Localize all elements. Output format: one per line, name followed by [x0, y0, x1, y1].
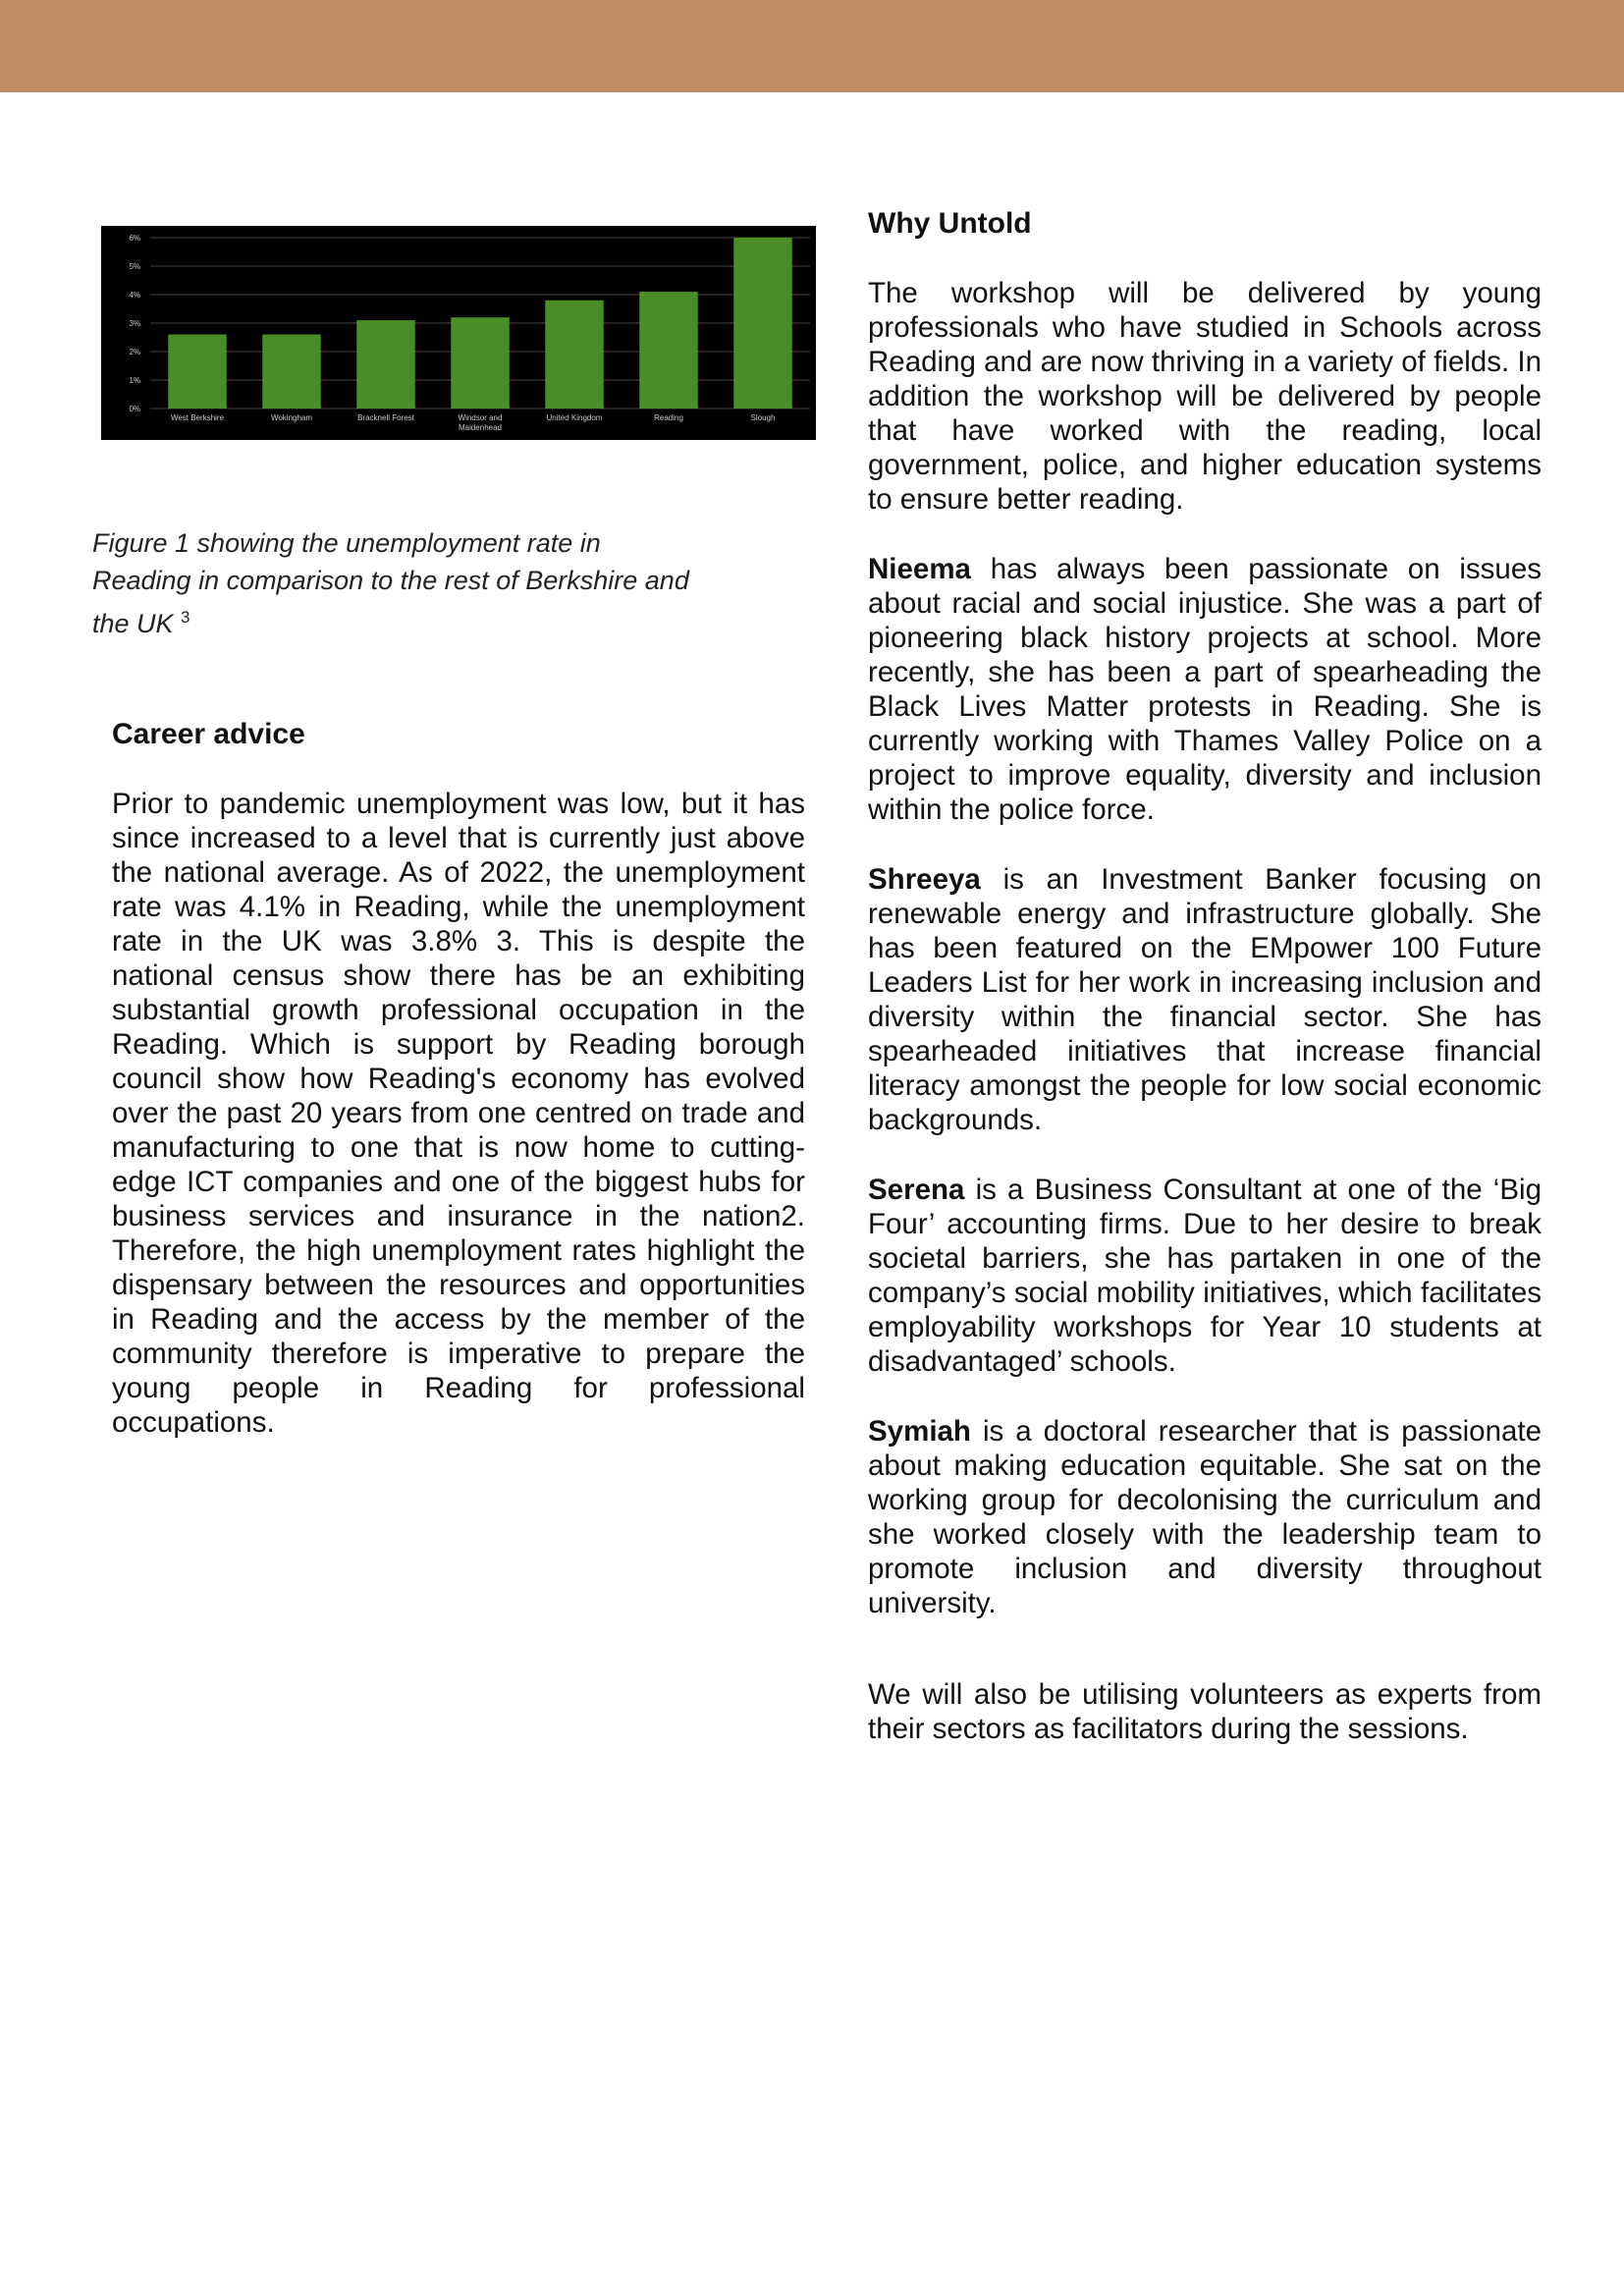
- why-untold-section: [868, 206, 1542, 1746]
- profile-shreeya: [868, 862, 1542, 1137]
- bar: [733, 238, 792, 409]
- x-tick-label: Windsor and: [458, 413, 503, 422]
- y-tick-label: 0%: [129, 405, 140, 413]
- x-tick-label: West Berkshire: [170, 413, 225, 422]
- y-tick-label: 5%: [129, 262, 140, 271]
- caption-line-1: Figure 1 showing the unemployment rate in: [92, 528, 601, 558]
- x-tick-label: Reading: [654, 413, 683, 422]
- x-tick-label: Slough: [750, 413, 776, 422]
- caption-line-2: Reading in comparison to the rest of Berkshire and: [92, 566, 689, 595]
- y-tick-label: 6%: [129, 234, 140, 243]
- figure-caption: [92, 524, 780, 642]
- y-tick-label: 2%: [129, 348, 140, 356]
- career-advice-body: Prior to pandemic unemployment was low, but it has since increased to a level that is currently just above the national average. As of 2022, the unemployment rate was 4.1% in Reading, while the unemployment rate in the UK was 3.8% 3. This is despite the national census show there has be an exhibiting substantial growth professional occupation in the Reading. Which is support by Reading borough council show how Reading's economy has evolved over the past 20 years from one centred on trade and manufacturing to one that is now home to cutting-edge ICT companies and one of the biggest hubs for business services and insurance in the nation2. Therefore, the high unemployment rates highlight the dispensary between the resources and opportunities in Reading and the access by the member of the community therefore is imperative to prepare the young people in Reading for professional occupations.: [112, 788, 805, 1439]
- unemployment-chart: [101, 226, 816, 440]
- bar: [168, 335, 227, 409]
- y-tick-label: 4%: [129, 291, 140, 300]
- profile-text: is a doctoral researcher that is passionate about making education equitable. She sat on the working group for decolonising the curriculum and she worked closely with the leadership team to promote inclusion and diversity throughout university.: [868, 1415, 1542, 1619]
- profile-symiah: [868, 1414, 1542, 1620]
- profile-name: Shreeya: [868, 863, 981, 896]
- caption-reference: 3: [181, 608, 190, 627]
- volunteers-note: We will also be utilising volunteers as experts from their sectors as facilitators during the sessions.: [868, 1678, 1542, 1745]
- profile-name: Nieema: [868, 553, 971, 585]
- x-tick-label: Bracknell Forest: [357, 413, 414, 422]
- y-tick-label: 3%: [129, 319, 140, 328]
- career-advice-heading: Career advice: [112, 718, 305, 750]
- caption-line-3-text: the UK: [92, 609, 182, 638]
- career-advice-section: [112, 717, 805, 1440]
- x-tick-label: Wokingham: [270, 413, 313, 422]
- profile-name: Serena: [868, 1174, 965, 1206]
- header-band: [0, 0, 1624, 92]
- caption-line-3: [92, 599, 780, 642]
- profile-serena: [868, 1173, 1542, 1379]
- bar: [262, 335, 321, 409]
- x-tick-label: Maidenhead: [458, 423, 503, 432]
- why-untold-intro: The workshop will be delivered by young professionals who have studied in Schools across Reading and are now thriving in a variety of fields. In addition the workshop will be delivered by people that have worked with the reading, local government, police, and higher education systems to ensure better reading.: [868, 277, 1542, 516]
- why-untold-heading: Why Untold: [868, 207, 1032, 240]
- profile-nieema: [868, 552, 1542, 827]
- profile-text: has always been passionate on issues about racial and social injustice. She was a part of pioneering black history projects at school. More recently, she has been a part of spearheading the Black Lives Matter protests in Reading. She is currently working with Thames Valley Police on a project to improve equality, diversity and inclusion within the police force.: [868, 553, 1542, 826]
- bar: [356, 320, 415, 409]
- bar: [451, 317, 510, 409]
- bar: [545, 301, 604, 409]
- unemployment-bar-chart: [101, 226, 816, 440]
- y-tick-label: 1%: [129, 376, 140, 385]
- profile-text: is a Business Consultant at one of the ‘Big Four’ accounting firms. Due to her desire to break societal barriers, she has partaken in one of the company’s social mobility initiatives, which facilitates employability workshops for Year 10 students at disadvantaged’ schools.: [868, 1174, 1542, 1378]
- profile-name: Symiah: [868, 1415, 971, 1448]
- profile-text: is an Investment Banker focusing on renewable energy and infrastructure globally. She has been featured on the EMpower 100 Future Leaders List for her work in increasing inclusion and diversity within the financial sector. She has spearheaded initiatives that increase financial literacy amongst the people for low social economic backgrounds.: [868, 863, 1542, 1136]
- bar: [639, 292, 698, 409]
- x-tick-label: United Kingdom: [546, 413, 603, 422]
